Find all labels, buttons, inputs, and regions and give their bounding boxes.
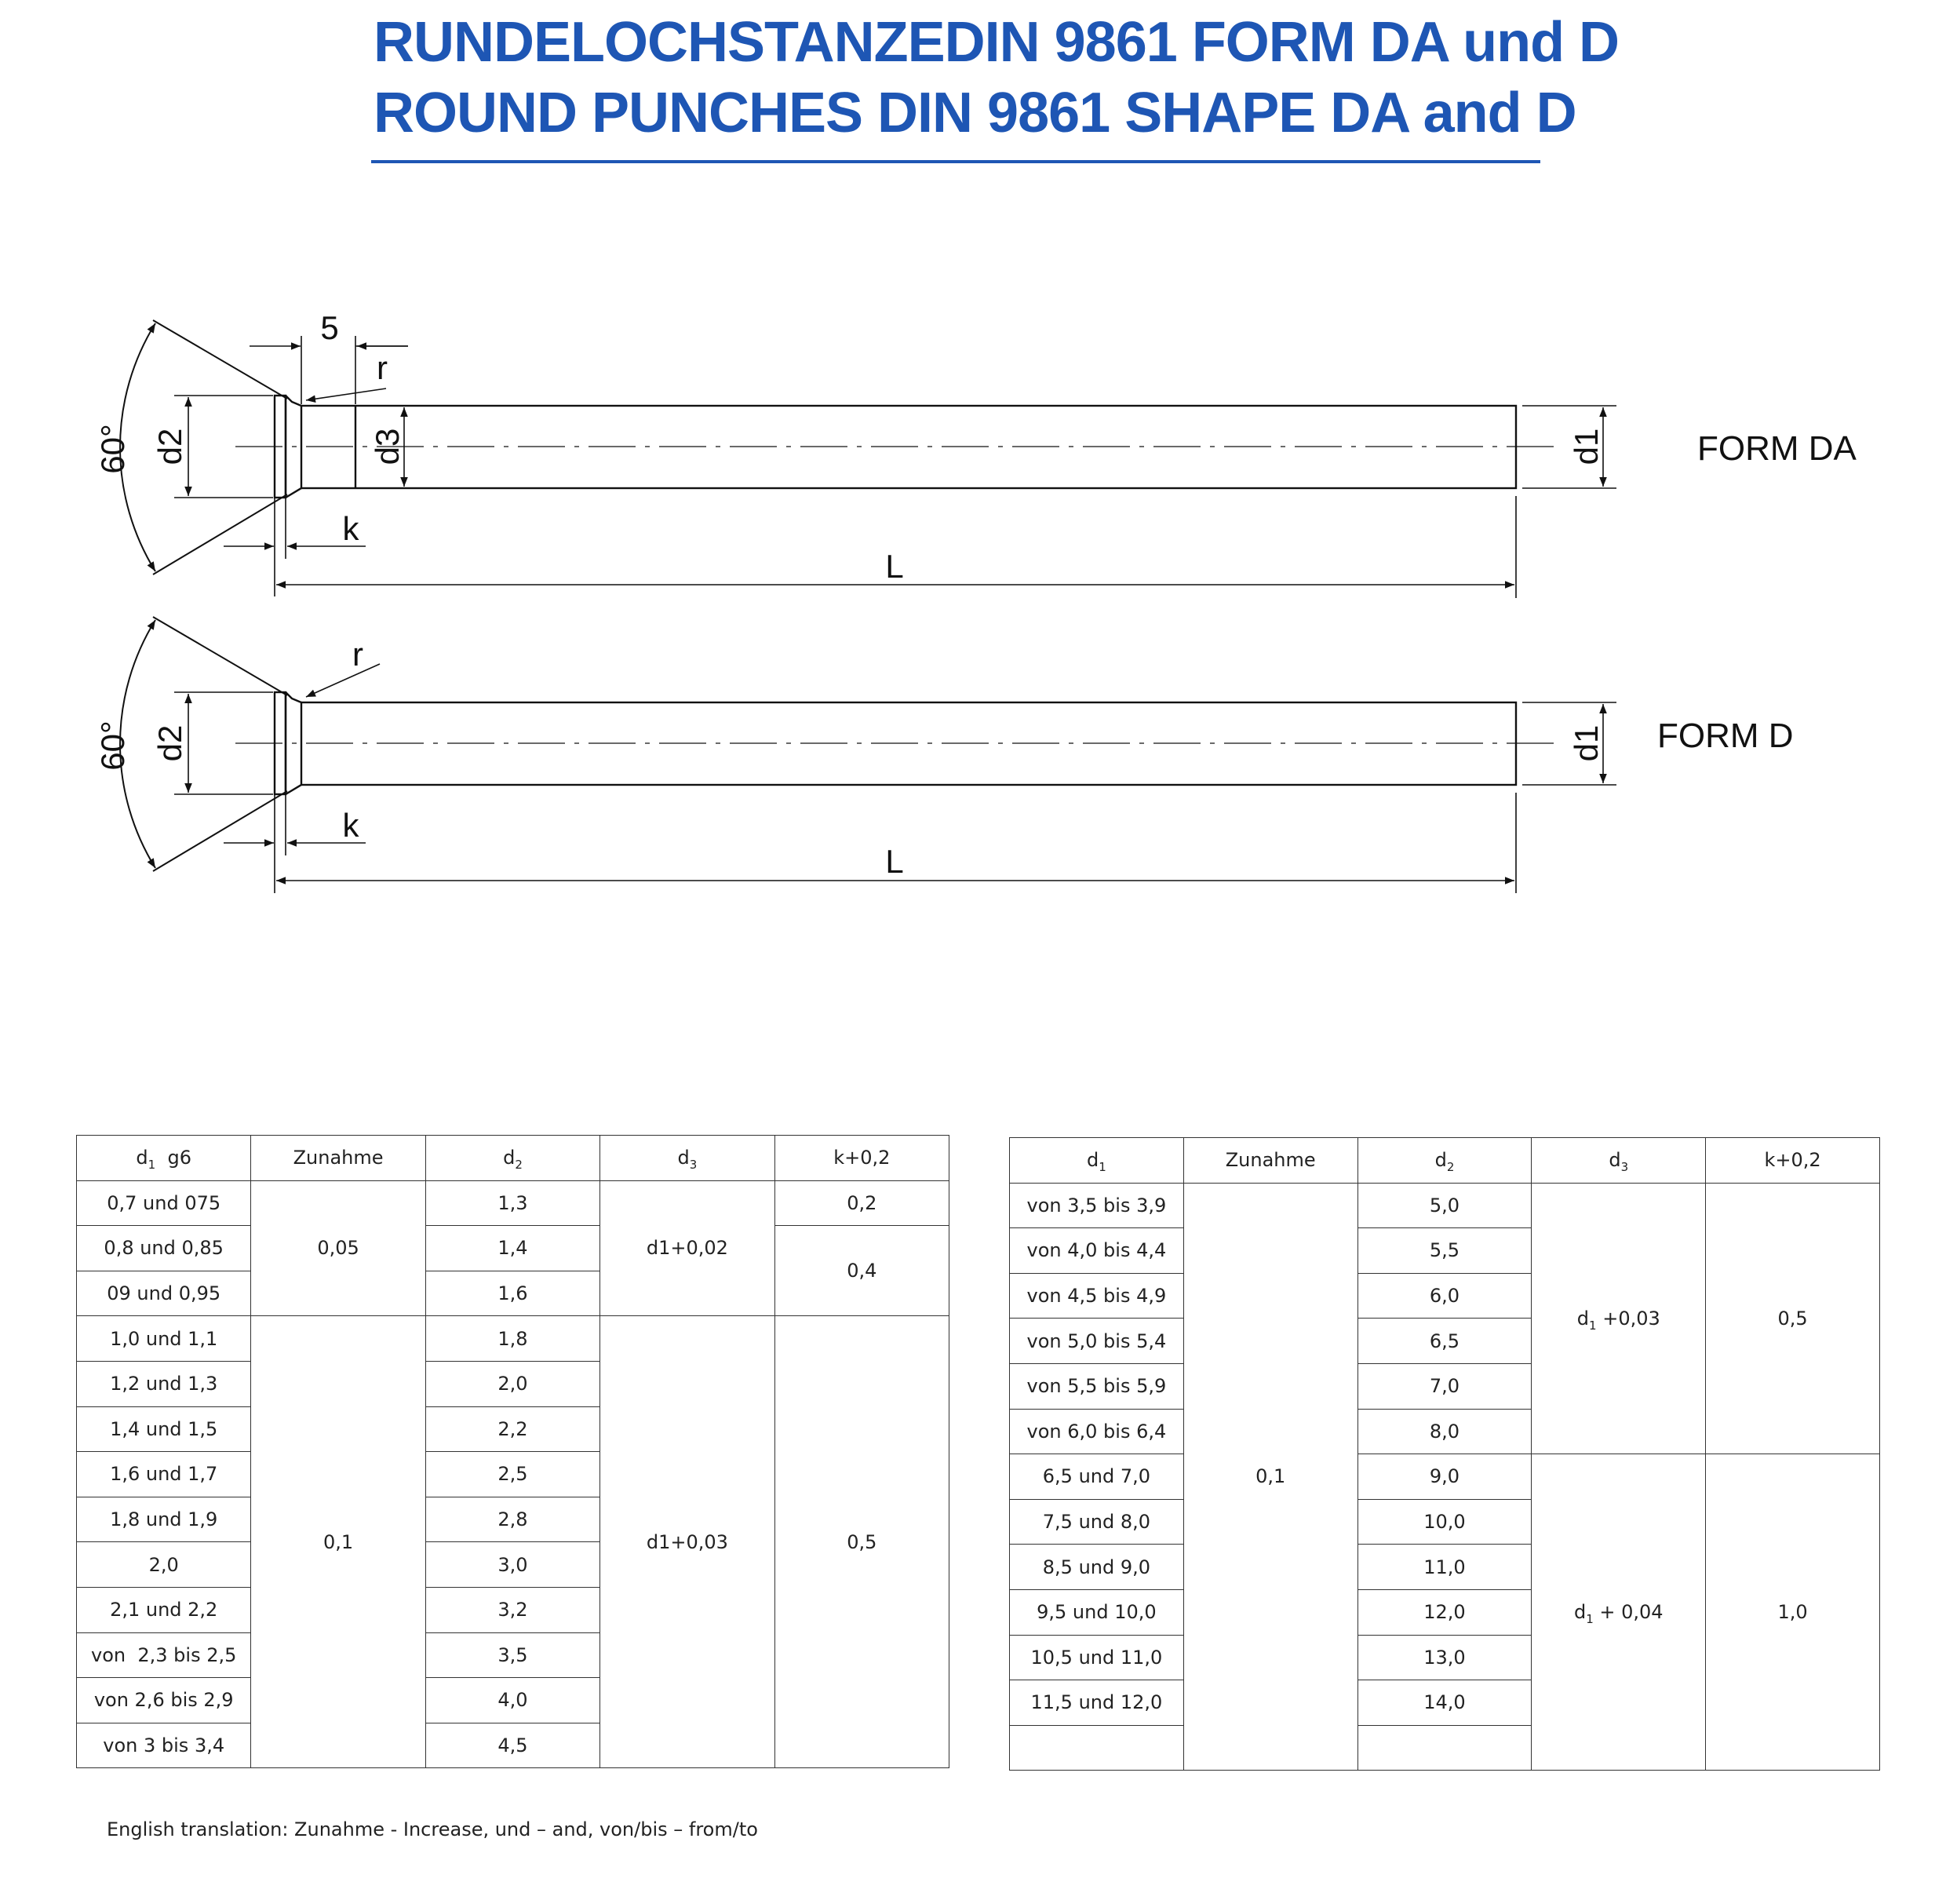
d2-cell: 2,8	[425, 1497, 599, 1542]
k-cell: 1,0	[1706, 1454, 1880, 1771]
header-k: k+0,2	[1706, 1138, 1880, 1184]
d2-cell	[1357, 1725, 1532, 1771]
cone-line-bottom-d	[153, 791, 287, 871]
angle-label-d: 60°	[94, 720, 131, 771]
table-header-row	[77, 1136, 949, 1181]
d1-cell: 1,0 und 1,1	[77, 1316, 251, 1362]
d2-cell: 13,0	[1357, 1635, 1532, 1680]
head-taper-top-d	[286, 692, 301, 702]
table-row	[77, 1226, 949, 1271]
d2-cell: 10,0	[1357, 1499, 1532, 1545]
labels-form-d	[94, 636, 1794, 880]
d1-cell: 09 und 0,95	[77, 1271, 251, 1316]
d1-cell: 0,7 und 075	[77, 1180, 251, 1226]
d1-cell: 1,6 und 1,7	[77, 1452, 251, 1497]
d2-cell: 2,5	[425, 1452, 599, 1497]
d2-cell: 4,5	[425, 1723, 599, 1768]
d1-cell: von 4,5 bis 4,9	[1010, 1273, 1184, 1319]
k-label-d: k	[342, 807, 359, 844]
d1-cell: von 3,5 bis 3,9	[1010, 1183, 1184, 1228]
angle-label-da: 60°	[94, 424, 131, 474]
zunahme-cell: 0,05	[251, 1180, 425, 1316]
d3-label-da: d3	[369, 428, 406, 465]
d1-cell: 6,5 und 7,0	[1010, 1454, 1184, 1500]
header-d3: $d_3$	[600, 1136, 774, 1181]
five-label: 5	[320, 309, 339, 346]
zunahme-cell: 0,1	[1183, 1183, 1357, 1771]
spec-table-small-diameters	[76, 1135, 949, 1768]
r-leader-da	[306, 388, 386, 400]
r-label-d: r	[352, 636, 363, 673]
table-row	[1010, 1183, 1880, 1228]
d2-cell: 5,5	[1357, 1228, 1532, 1274]
r-label-da: r	[377, 349, 388, 386]
d2-label-d: d2	[151, 724, 188, 762]
table-row	[77, 1180, 949, 1226]
d1-label-da: d1	[1568, 428, 1605, 465]
d3-cell: d1+0,02	[600, 1180, 774, 1316]
d1-cell: von 3 bis 3,4	[77, 1723, 251, 1768]
d1-cell: 10,5 und 11,0	[1010, 1635, 1184, 1680]
table-header-row	[1010, 1138, 1880, 1184]
d1-cell: 7,5 und 8,0	[1010, 1499, 1184, 1545]
r-leader-d	[306, 664, 380, 697]
header-zunahme: Zunahme	[1183, 1138, 1357, 1184]
translation-note: English translation: Zunahme - Increase, und – and, von/bis – from/to	[107, 1818, 758, 1840]
d1-cell: von 6,0 bis 6,4	[1010, 1409, 1184, 1454]
d2-cell: 1,6	[425, 1271, 599, 1316]
header-d1: $d_1$ g6	[77, 1136, 251, 1181]
d2-cell: 9,0	[1357, 1454, 1532, 1500]
head-taper-bottom	[286, 488, 301, 498]
d1-cell: 2,0	[77, 1542, 251, 1588]
d2-cell: 5,0	[1357, 1183, 1532, 1228]
header-k: k+0,2	[774, 1136, 949, 1181]
title-english: ROUND PUNCHES DIN 9861 SHAPE DA and D	[374, 82, 1576, 144]
L-label-da: L	[885, 548, 904, 585]
k-cell: 0,4	[774, 1226, 949, 1316]
k-cell: 0,5	[774, 1316, 949, 1768]
d2-cell: 3,5	[425, 1632, 599, 1678]
d2-cell: 6,0	[1357, 1273, 1532, 1319]
d1-cell: 0,8 und 0,85	[77, 1226, 251, 1271]
d2-cell: 2,2	[425, 1406, 599, 1452]
spec-table-large-diameters	[1009, 1137, 1880, 1771]
table-row	[77, 1316, 949, 1362]
k-cell: 0,2	[774, 1180, 949, 1226]
d3-cell: d1+0,03	[600, 1316, 774, 1768]
header-d1: $d_1$	[1010, 1138, 1184, 1184]
header-zunahme: Zunahme	[251, 1136, 425, 1181]
d2-cell: 4,0	[425, 1678, 599, 1723]
d1-cell: von 5,5 bis 5,9	[1010, 1363, 1184, 1409]
d2-cell: 7,0	[1357, 1363, 1532, 1409]
d1-cell: 11,5 und 12,0	[1010, 1680, 1184, 1726]
d2-cell: 3,0	[425, 1542, 599, 1588]
d1-cell: 2,1 und 2,2	[77, 1587, 251, 1632]
title-german: RUNDELOCHSTANZEDIN 9861 FORM DA und D	[374, 11, 1620, 74]
d2-cell: 1,8	[425, 1316, 599, 1362]
d1-cell: 9,5 und 10,0	[1010, 1589, 1184, 1635]
cone-line-top-da	[153, 320, 287, 399]
L-label-d: L	[885, 843, 904, 880]
head-taper-bottom-d	[286, 785, 301, 794]
punch-form-d	[120, 617, 1616, 893]
header-d2: $d_2$	[1357, 1138, 1532, 1184]
d1-cell: von 5,0 bis 5,4	[1010, 1319, 1184, 1364]
d2-cell: 3,2	[425, 1587, 599, 1632]
d1-cell: von 2,3 bis 2,5	[77, 1632, 251, 1678]
d1-cell: 8,5 und 9,0	[1010, 1545, 1184, 1590]
d3-cell: $d_1 + 0,04$	[1532, 1454, 1706, 1771]
title-underline	[371, 160, 1540, 163]
d2-cell: 14,0	[1357, 1680, 1532, 1726]
punch-form-da	[120, 320, 1616, 598]
head-taper-top	[286, 396, 301, 406]
form-d-label: FORM D	[1657, 717, 1794, 755]
d1-cell: von 2,6 bis 2,9	[77, 1678, 251, 1723]
technical-drawing	[0, 283, 1946, 895]
d2-cell: 6,5	[1357, 1319, 1532, 1364]
d1-label-d: d1	[1568, 724, 1605, 762]
k-cell: 0,5	[1706, 1183, 1880, 1454]
header-d2: $d_2$	[425, 1136, 599, 1181]
d2-cell: 1,4	[425, 1226, 599, 1271]
d2-cell: 8,0	[1357, 1409, 1532, 1454]
d1-cell: 1,4 und 1,5	[77, 1406, 251, 1452]
form-da-label: FORM DA	[1697, 429, 1857, 468]
d3-cell: $d_1 +0,03$	[1532, 1183, 1706, 1454]
table-row	[1010, 1454, 1880, 1500]
d2-cell: 11,0	[1357, 1545, 1532, 1590]
zunahme-cell: 0,1	[251, 1316, 425, 1768]
d1-cell: von 4,0 bis 4,4	[1010, 1228, 1184, 1274]
d1-cell	[1010, 1725, 1184, 1771]
header-d3: $d_3$	[1532, 1138, 1706, 1184]
cone-line-bottom-da	[153, 494, 287, 574]
d1-cell: 1,8 und 1,9	[77, 1497, 251, 1542]
d1-cell: 1,2 und 1,3	[77, 1361, 251, 1406]
k-label-da: k	[342, 510, 359, 547]
d2-cell: 2,0	[425, 1361, 599, 1406]
d2-cell: 12,0	[1357, 1589, 1532, 1635]
d2-cell: 1,3	[425, 1180, 599, 1226]
d2-label-da: d2	[151, 428, 188, 465]
cone-line-top-d	[153, 617, 287, 695]
